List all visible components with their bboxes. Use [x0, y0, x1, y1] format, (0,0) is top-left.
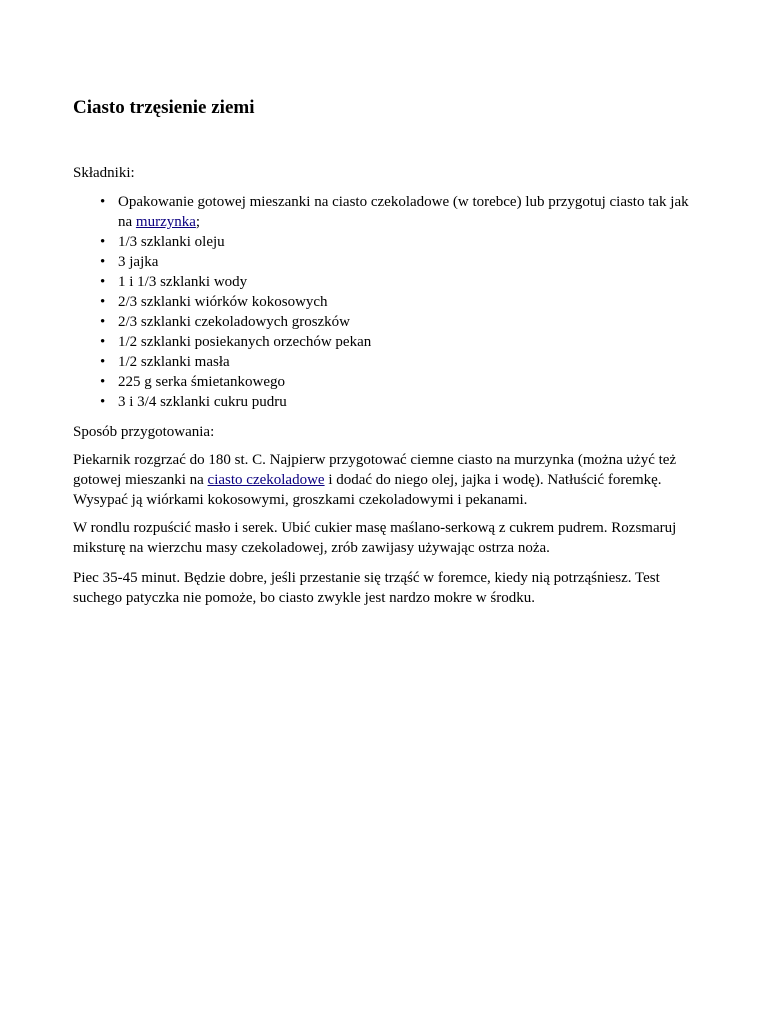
ingredient-text: 225 g serka śmietankowego — [118, 374, 286, 390]
list-item — [100, 352, 693, 372]
paragraph-text-end: i dodać do niego olej, jajka i wodę). Natłuścić foremkę. Wysypać ją wiórkami kokosowymi, groszkami czekoladowymi i pekanami. — [73, 472, 662, 508]
bullet-icon: • — [100, 394, 106, 410]
paragraph-text: Piekarnik rozgrzać do 180 st. C. Najpierw przygotować ciemne ciasto na murzynka (można użyć też gotowej mieszanki na — [73, 452, 677, 488]
ingredient-text: Opakowanie gotowej mieszanki na ciasto czekoladowe (w torebce) lub przygotuj ciasto tak jak na — [118, 194, 689, 230]
list-item — [100, 332, 693, 352]
list-item — [100, 232, 693, 252]
list-item — [100, 292, 693, 312]
method-paragraph-3: Piec 35-45 minut. Będzie dobre, jeśli przestanie się trząść w foremce, kiedy nią potrząśniesz. Test suchego patyczka nie pomoże, bo ciasto zwykle jest nardzo mokre w środku. — [73, 570, 660, 606]
list-item — [100, 272, 693, 292]
bullet-icon: • — [100, 274, 106, 290]
bullet-icon: • — [100, 334, 106, 350]
bullet-icon: • — [100, 374, 106, 390]
ingredient-text: 2/3 szklanki wiórków kokosowych — [118, 294, 328, 310]
ingredients-label: Składniki: — [73, 165, 135, 181]
list-item — [100, 392, 693, 412]
ingredient-text-end: ; — [195, 214, 201, 230]
ingredient-text: 1/3 szklanki oleju — [118, 234, 225, 250]
ingredient-text: 3 i 3/4 szklanki cukru pudru — [118, 394, 287, 410]
method-label: Sposób przygotowania: — [73, 424, 215, 440]
bullet-icon: • — [100, 194, 106, 210]
list-item — [100, 312, 693, 332]
method-paragraph-2: W rondlu rozpuścić masło i serek. Ubić cukier masę maślano-serkową z cukrem pudrem. Rozsmaruj miksturę na wierzchu masy czekoladowej, zrób zawijasy używając ostrza noża. — [73, 520, 677, 556]
ingredient-text: 1/2 szklanki posiekanych orzechów pekan — [118, 334, 372, 350]
bullet-icon: • — [100, 354, 106, 370]
list-item — [100, 252, 693, 272]
list-item — [100, 192, 693, 232]
page-title: Ciasto trzęsienie ziemi — [73, 97, 255, 118]
ingredient-text: 1/2 szklanki masła — [118, 354, 230, 370]
ciasto-czekoladowe-link[interactable]: ciasto czekoladowe — [207, 472, 325, 488]
ingredient-text: 1 i 1/3 szklanki wody — [118, 274, 248, 290]
murzynka-link[interactable]: murzynka — [135, 214, 196, 230]
bullet-icon: • — [100, 314, 106, 330]
bullet-icon: • — [100, 294, 106, 310]
bullet-icon: • — [100, 234, 106, 250]
method-paragraph-1 — [73, 450, 693, 510]
ingredient-text: 2/3 szklanki czekoladowych groszków — [118, 314, 351, 330]
list-item — [100, 372, 693, 392]
bullet-icon: • — [100, 254, 106, 270]
ingredients-list — [73, 192, 693, 412]
ingredient-text: 3 jajka — [118, 254, 159, 270]
